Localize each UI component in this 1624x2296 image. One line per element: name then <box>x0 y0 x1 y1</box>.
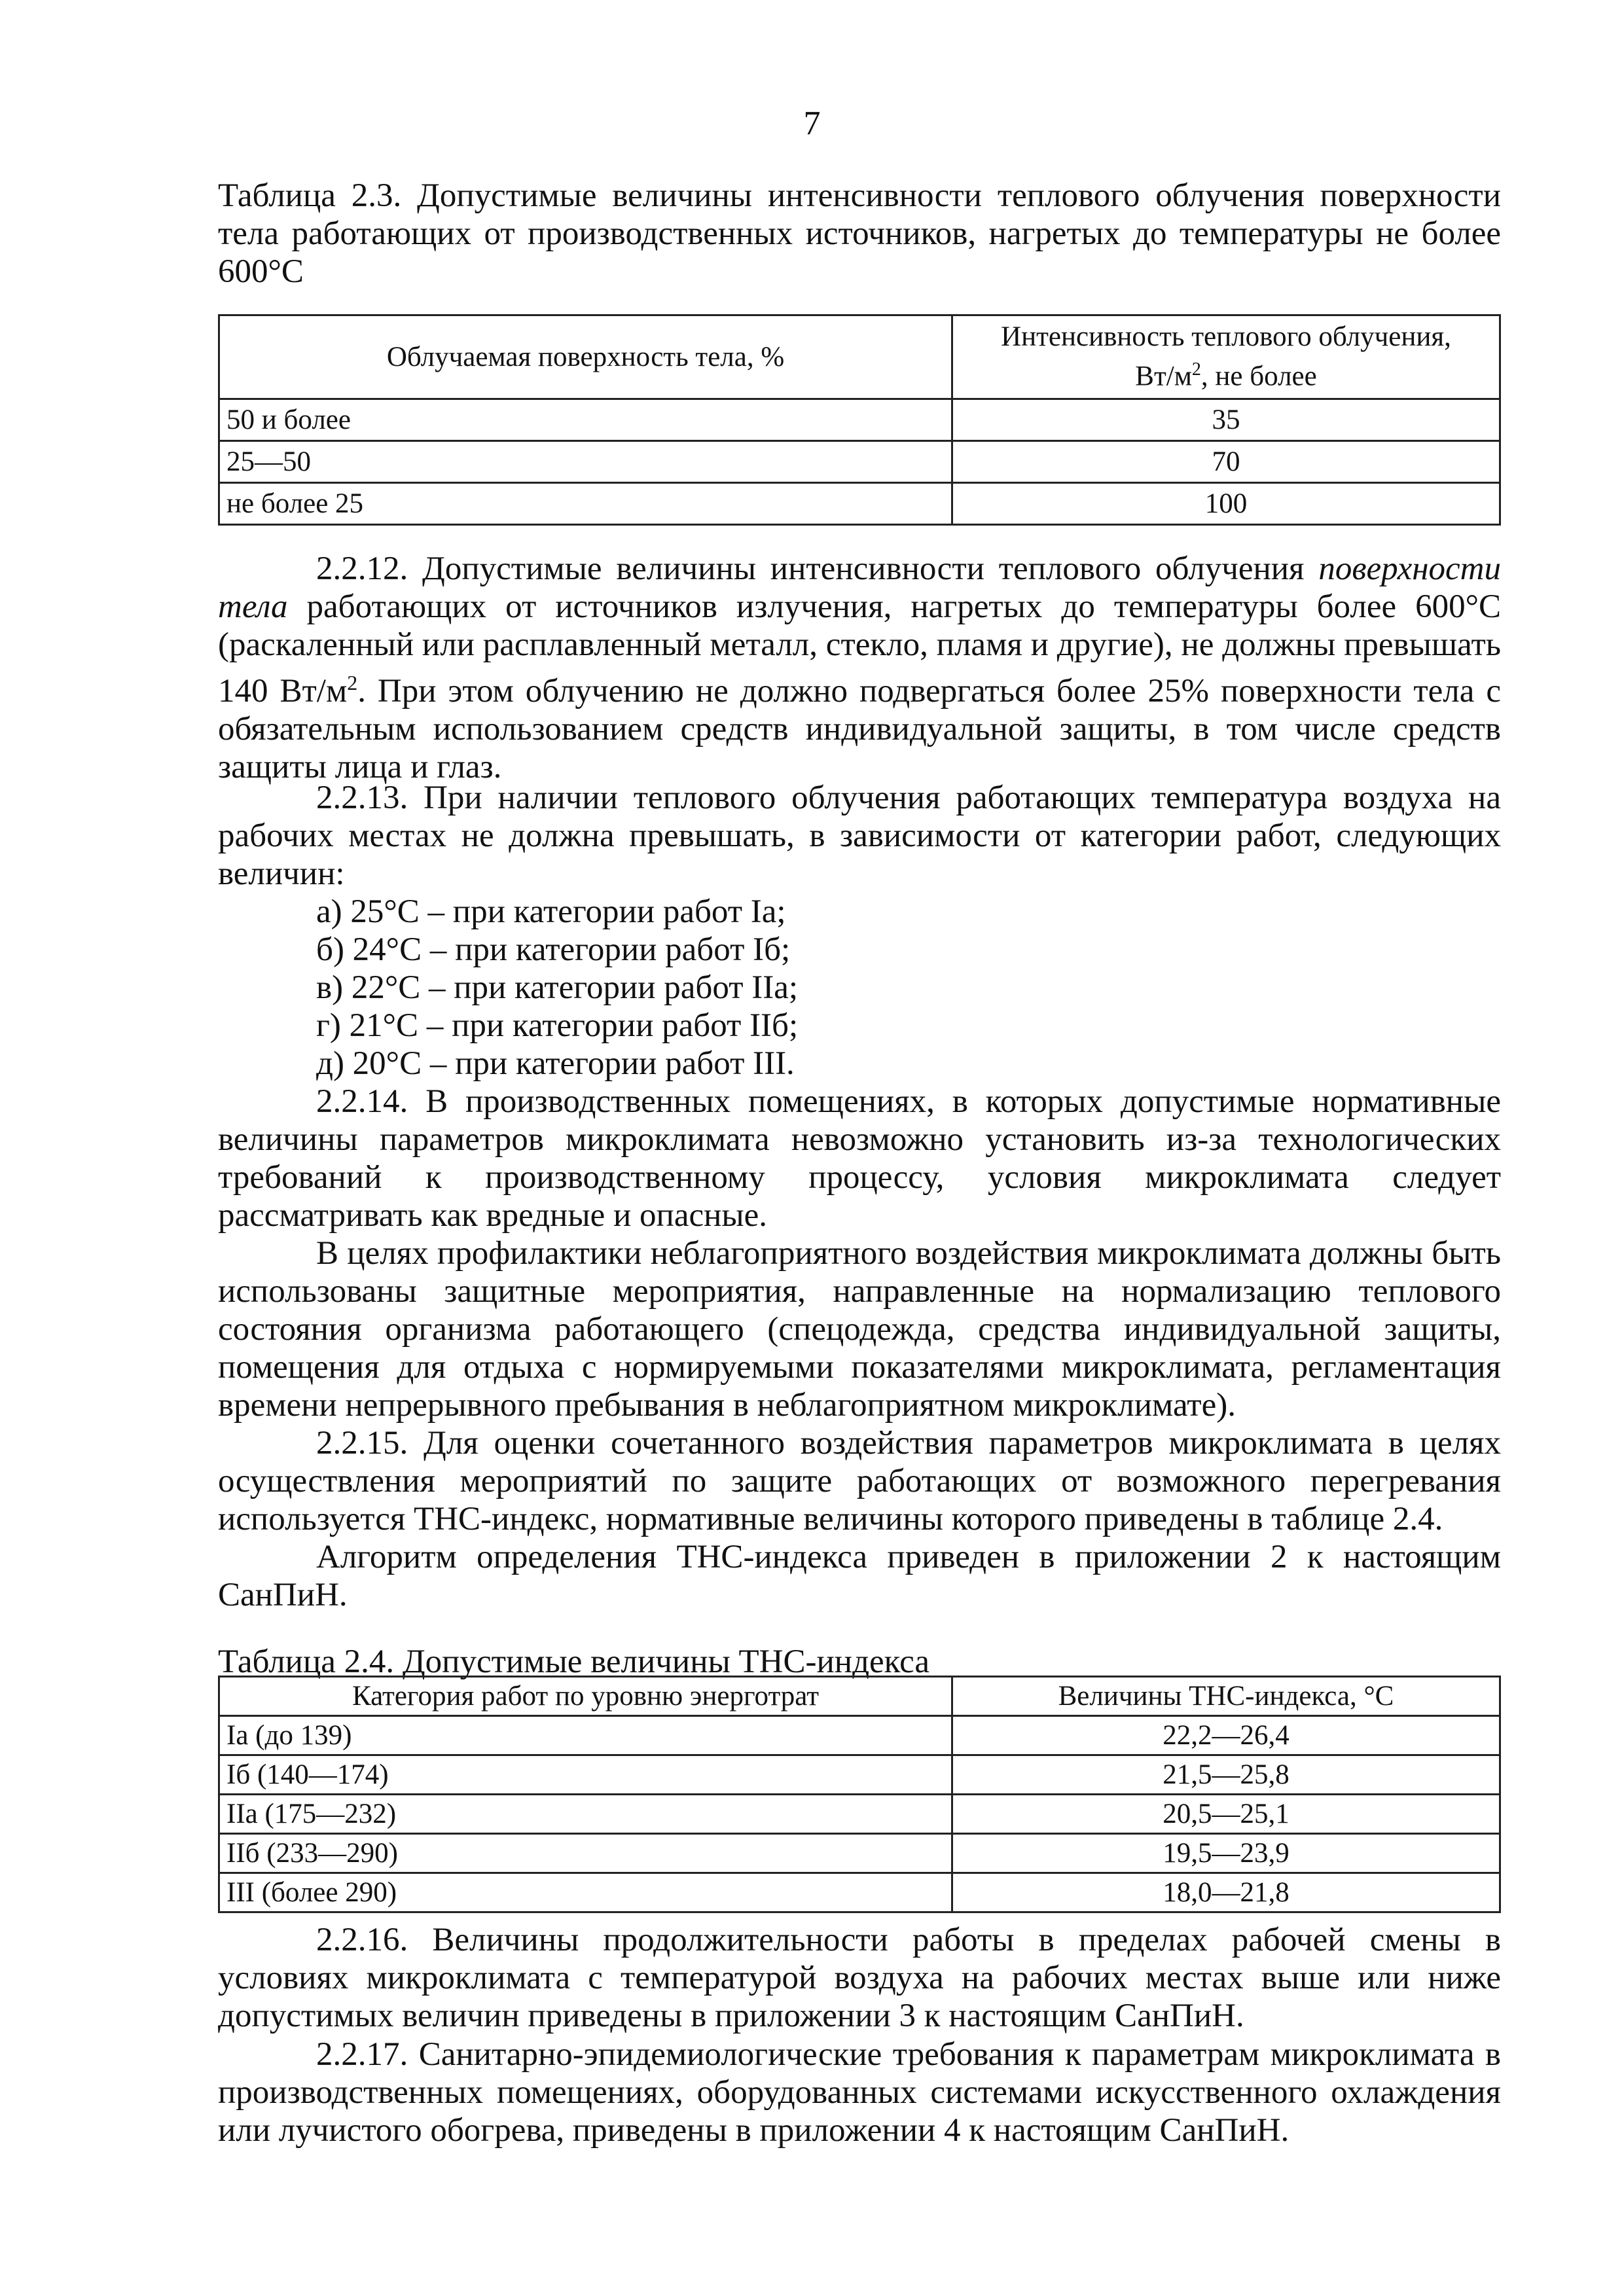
table-cell-value: 100 <box>952 483 1500 525</box>
table-cell-surface: 50 и более <box>219 399 952 441</box>
table-cell-surface: не более 25 <box>219 483 952 525</box>
header-intensity-sup: 2 <box>1191 359 1201 380</box>
table-row <box>219 1755 1500 1795</box>
paragraph-2-2-16: 2.2.16. Величины продолжительности работы в пределах рабочей смены в условиях микроклимата с температурой воздуха на рабочих местах выше или ниже допустимых величин приведены в приложении 3 к настоящим СанПиН. <box>218 1922 1501 2034</box>
table-2-3-header-intensity <box>952 315 1500 399</box>
paragraph-2-2-13: 2.2.13. При наличии теплового облучения работающих температура воздуха на рабочих местах не должна превышать, в зависимости от категории работ, следующих величин: <box>218 780 1501 892</box>
table-cell-category: IIб (233—290) <box>219 1834 952 1873</box>
p2212-text-c: . При этом облучению не должно подвергаться более 25% поверхности тела с обязательным использованием средств индивидуальной защиты, в том числе средств защиты лица и глаз. <box>218 673 1501 785</box>
table-2-4-caption: Таблица 2.4. Допустимые величины ТНС-индекса <box>218 1643 930 1680</box>
table-row <box>219 1716 1500 1755</box>
p2212-text-b: работающих от источников излучения, нагретых до температуры более 600°С (раскаленный или расплавленный металл, стекло, пламя и другие), не должны превышать 140 Вт/м <box>218 588 1501 709</box>
table-2-4 <box>218 1676 1501 1913</box>
p2212-text-a: 2.2.12. Допустимые величины интенсивности теплового облучения <box>316 550 1319 587</box>
table-cell-surface: 25—50 <box>219 441 952 483</box>
table-2-4-header-category: Категория работ по уровню энерготрат <box>219 1677 952 1716</box>
paragraph-2-2-17: 2.2.17. Санитарно-эпидемиологические требования к параметрам микроклимата в производственных помещениях, оборудованных системами искусственного охлаждения или лучистого обогрева, приведены в приложении 4 к настоящим СанПиН. <box>218 2036 1501 2149</box>
table-row <box>219 1795 1500 1834</box>
table-cell-value: 70 <box>952 441 1500 483</box>
table-cell-category: IIа (175—232) <box>219 1795 952 1834</box>
table-cell-value: 18,0—21,8 <box>952 1873 1500 1912</box>
p2212-sup: 2 <box>347 671 358 694</box>
table-2-3-caption: Таблица 2.3. Допустимые величины интенсивности теплового облучения поверхности тела работающих от производственных источников, нагретых до температуры не более 600°С <box>218 177 1501 290</box>
header-intensity-line2: , не более <box>1200 361 1317 392</box>
table-cell-category: III (более 290) <box>219 1873 952 1912</box>
page-number: 7 <box>803 105 821 142</box>
table-2-3 <box>218 314 1501 526</box>
table-row <box>219 483 1500 525</box>
table-cell-category: Iб (140—174) <box>219 1755 952 1795</box>
p2212-emphasis: поверхности тела <box>218 550 1501 625</box>
list-item: г) 21°С – при категории работ IIб; <box>316 1007 799 1044</box>
paragraph-2-2-15: 2.2.15. Для оценки сочетанного воздействия параметров микроклимата в целях осуществления мероприятий по защите работающих от возможного перегревания используется ТНС-индекс, нормативные величины которого приведены в таблице 2.4. <box>218 1425 1501 1537</box>
paragraph-2-2-14: 2.2.14. В производственных помещениях, в которых допустимые нормативные величины параметров микроклимата невозможно установить из-за технологических требований к производственному процессу, условия микроклимата следует рассматривать как вредные и опасные. <box>218 1083 1501 1234</box>
paragraph-prophylaxis: В целях профилактики неблагоприятного воздействия микроклимата должны быть использованы защитные мероприятия, направленные на нормализацию теплового состояния организма работающего (спецодежда, средства индивидуальной защиты, помещения для отдыха с нормируемыми показателями микроклимата, регламентация времени непрерывного пребывания в неблагоприятном микроклимате). <box>218 1235 1501 1424</box>
table-2-3-header-surface: Облучаемая поверхность тела, % <box>219 315 952 399</box>
list-item: б) 24°С – при категории работ Iб; <box>316 931 791 968</box>
table-cell-value: 35 <box>952 399 1500 441</box>
table-cell-value: 20,5—25,1 <box>952 1795 1500 1834</box>
table-row <box>219 441 1500 483</box>
list-item: а) 25°С – при категории работ Iа; <box>316 893 786 930</box>
temperature-list <box>316 893 798 1083</box>
table-cell-value: 21,5—25,8 <box>952 1755 1500 1795</box>
paragraph-2-2-12 <box>218 550 1501 786</box>
header-intensity-unit: Вт/м <box>1135 361 1192 392</box>
table-row <box>219 1834 1500 1873</box>
table-2-4-header-value: Величины ТНС-индекса, °С <box>952 1677 1500 1716</box>
header-intensity-line1: Интенсивность теплового облучения, <box>1001 321 1451 353</box>
table-row <box>219 399 1500 441</box>
table-cell-value: 19,5—23,9 <box>952 1834 1500 1873</box>
table-cell-category: Iа (до 139) <box>219 1716 952 1755</box>
list-item: в) 22°С – при категории работ IIа; <box>316 969 799 1006</box>
table-row <box>219 1873 1500 1912</box>
list-item: д) 20°С – при категории работ III. <box>316 1045 795 1082</box>
table-cell-value: 22,2—26,4 <box>952 1716 1500 1755</box>
paragraph-algorithm: Алгоритм определения ТНС-индекса приведен в приложении 2 к настоящим СанПиН. <box>218 1539 1501 1613</box>
